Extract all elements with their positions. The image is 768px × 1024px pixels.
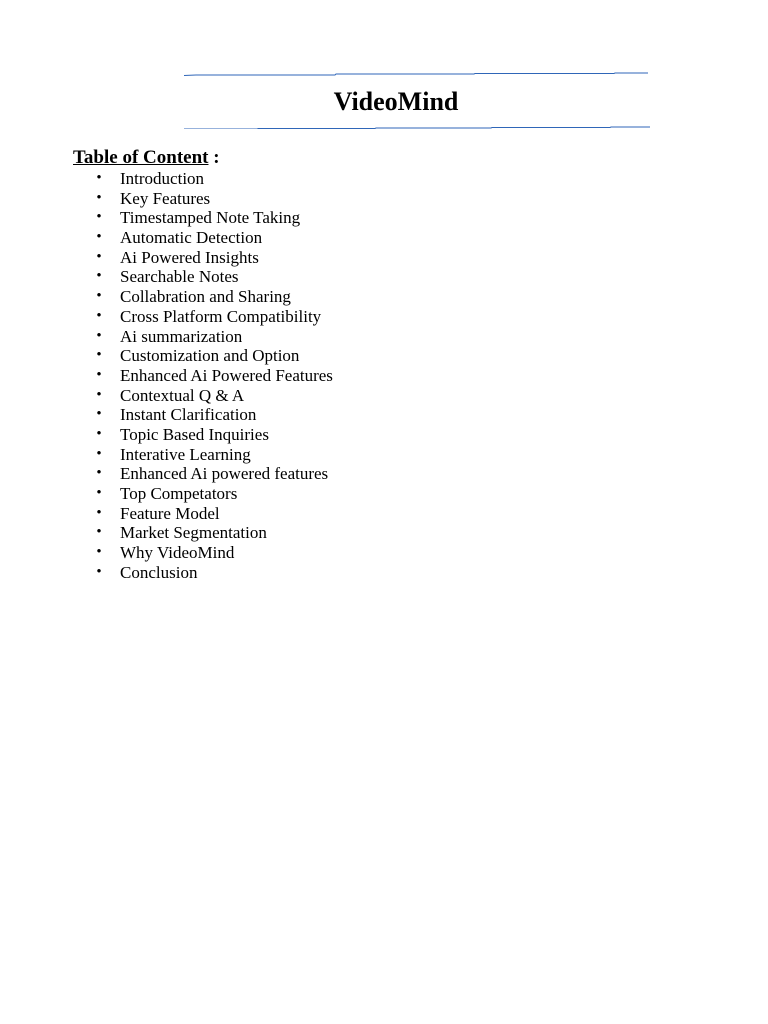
toc-item-text: Topic Based Inquiries <box>120 424 269 444</box>
bullet-icon: • <box>96 307 102 324</box>
toc-item-text: Feature Model <box>120 503 220 523</box>
bullet-icon: • <box>96 425 102 442</box>
toc-item-text: Timestamped Note Taking <box>120 208 301 228</box>
toc-item-text: Cross Platform Compatibility <box>120 306 322 326</box>
bullet-icon: • <box>96 563 102 580</box>
toc-item-text: Why VideoMind <box>120 543 235 563</box>
bullet-icon: • <box>96 524 102 541</box>
bullet-icon: • <box>96 485 102 501</box>
toc-item-text: Key Features <box>120 188 211 208</box>
bullet-icon: • <box>96 209 102 226</box>
toc-item-text: Market Segmentation <box>120 523 267 543</box>
bullet-icon: • <box>96 465 102 482</box>
bullet-icon: • <box>96 248 102 265</box>
toc-item-text: Enhanced Ai Powered Features <box>120 365 333 385</box>
toc-item-text: Ai Powered Insights <box>120 247 259 267</box>
bullet-icon: • <box>96 229 102 246</box>
bullet-icon: • <box>96 347 102 364</box>
toc-item-text: Enhanced Ai powered features <box>120 464 329 484</box>
bullet-icon: • <box>96 268 102 285</box>
toc-item-text: Top Competators <box>120 484 238 503</box>
toc-item-text: Automatic Detection <box>120 228 263 248</box>
toc-heading-label: Table of Content <box>73 147 209 168</box>
toc-item-text: Searchable Notes <box>120 267 239 287</box>
toc-item-text: Ai summarization <box>120 326 243 346</box>
bullet-icon: • <box>96 386 102 403</box>
toc-item-text: Introduction <box>120 169 205 188</box>
bullet-icon: • <box>96 445 102 462</box>
title-bottom-rule <box>0 123 768 129</box>
title-top-rule <box>0 70 768 76</box>
bullet-icon: • <box>96 544 102 561</box>
bullet-icon: • <box>96 170 102 186</box>
bullet-icon: • <box>96 504 102 521</box>
toc-heading-colon: : <box>208 147 220 168</box>
bullet-icon: • <box>96 366 102 383</box>
toc-item-text: Contextual Q & A <box>120 385 245 405</box>
toc-item-text: Customization and Option <box>120 346 300 366</box>
toc-item-text: Instant Clarification <box>120 405 257 425</box>
toc-item-text: Interative Learning <box>120 444 251 464</box>
document-title: VideoMind <box>333 87 459 116</box>
bullet-icon: • <box>96 327 102 344</box>
title-bottom-rule-line <box>184 127 650 129</box>
bullet-icon: • <box>96 189 102 206</box>
toc-heading <box>73 147 220 169</box>
bullet-icon: • <box>96 288 102 305</box>
bullet-icon: • <box>96 406 102 423</box>
toc-item-text: Conclusion <box>120 562 198 582</box>
toc-item-text: Collabration and Sharing <box>120 287 291 307</box>
title-top-rule-line <box>184 73 648 76</box>
